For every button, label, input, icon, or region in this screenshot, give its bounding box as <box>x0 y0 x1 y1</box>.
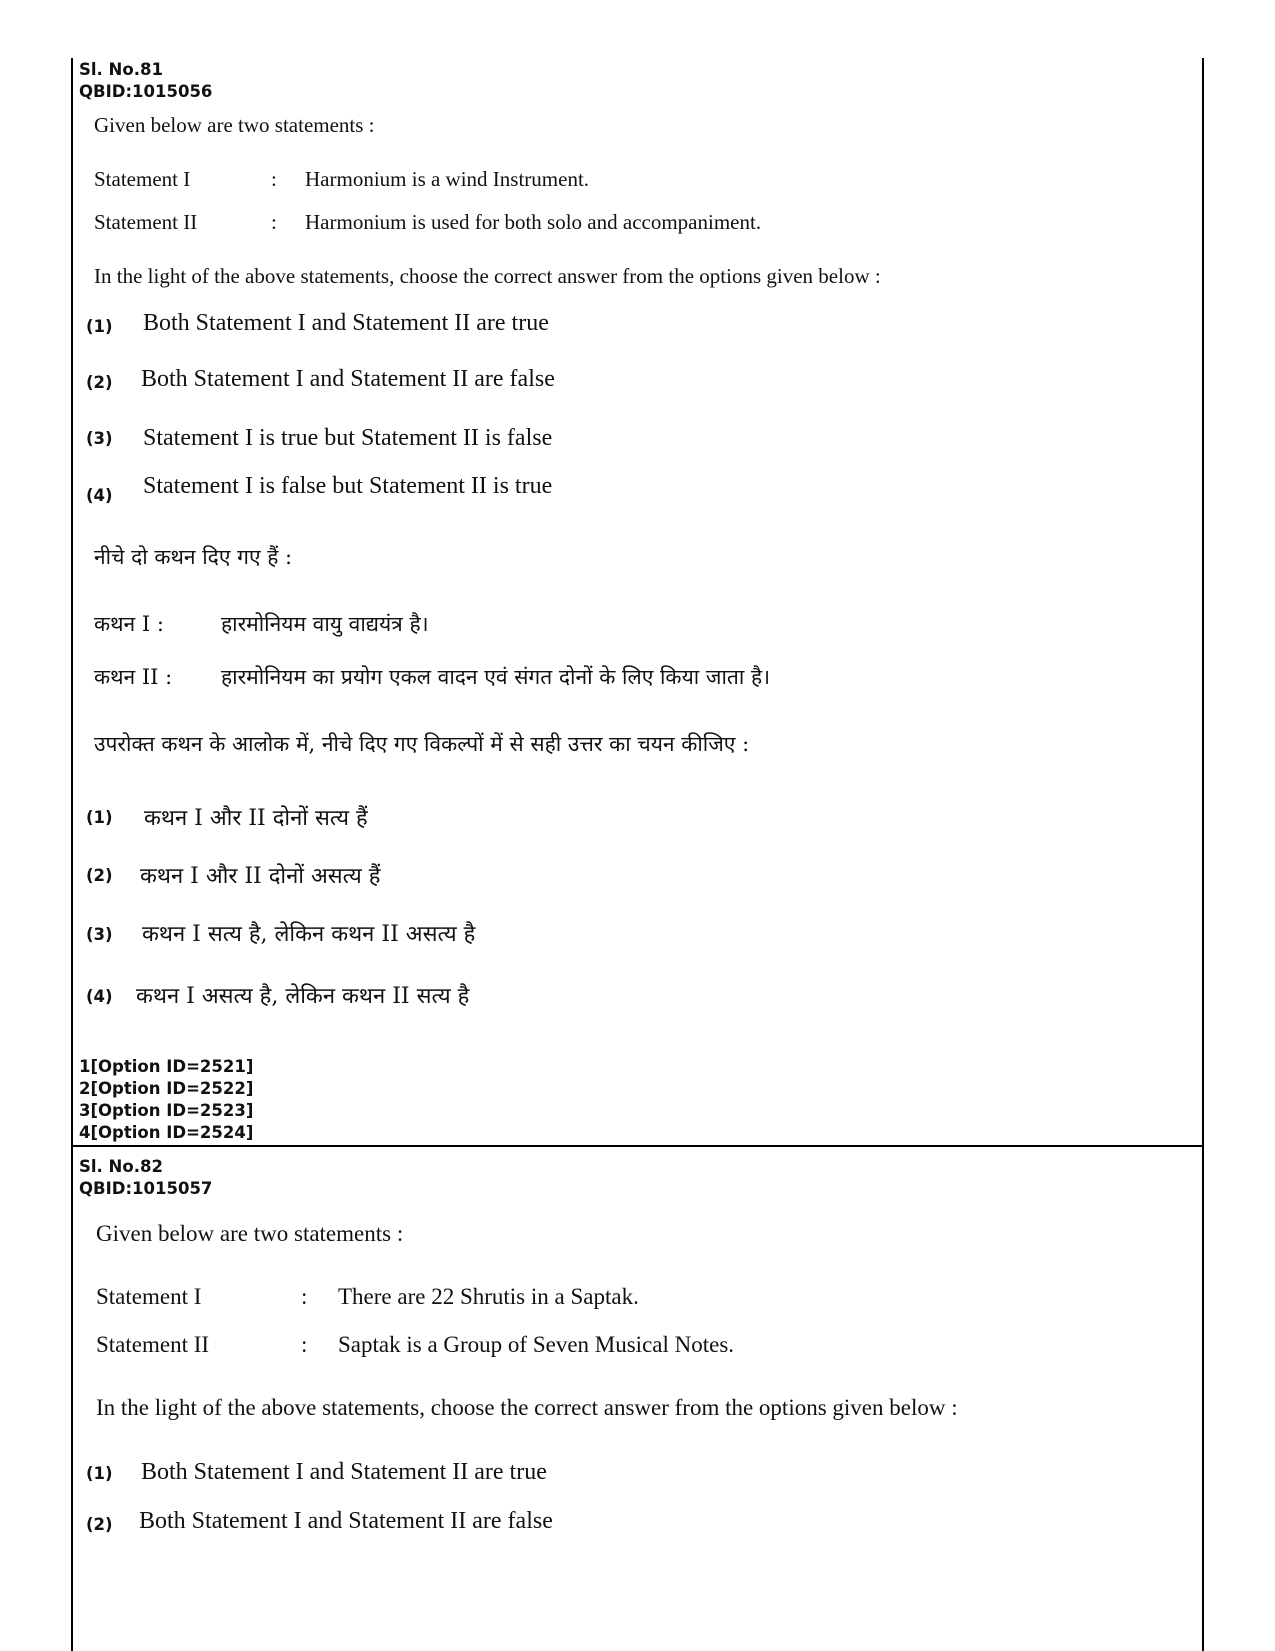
qbid: QBID:1015056 <box>79 82 213 101</box>
option-number: (2) <box>86 1515 113 1534</box>
option-id: 2[Option ID=2522] <box>79 1079 254 1098</box>
statement-separator: : <box>301 1332 308 1357</box>
statement-label: Statement II <box>94 210 198 234</box>
option-number: (2) <box>86 373 113 392</box>
option-number: (1) <box>86 317 113 336</box>
statement-text: Saptak is a Group of Seven Musical Notes. <box>338 1332 735 1357</box>
intro-hi: नीचे दो कथन दिए गए हैं : <box>94 545 293 569</box>
question-hi: उपरोक्त कथन के आलोक में, नीचे दिए गए विकल्पों में से सही उत्तर का चयन कीजिए : <box>94 732 750 756</box>
option-text: Both Statement I and Statement II are false <box>139 1508 553 1534</box>
intro-en: Given below are two statements : <box>96 1221 404 1246</box>
statement-label-hi: कथन II : <box>94 665 173 689</box>
left-border <box>71 58 73 1651</box>
option-text: Both Statement I and Statement II are true <box>143 310 549 336</box>
question-divider <box>71 1145 1203 1147</box>
option-text-hi: कथन I सत्य है, लेकिन कथन II असत्य है <box>142 922 476 947</box>
option-text: Statement I is true but Statement II is false <box>143 425 553 451</box>
serial-number: Sl. No.81 <box>79 60 163 79</box>
statement-separator: : <box>271 167 277 191</box>
statement-text: There are 22 Shrutis in a Saptak. <box>338 1284 639 1309</box>
option-id: 1[Option ID=2521] <box>79 1057 254 1076</box>
statement-label: Statement I <box>94 167 191 191</box>
statement-separator: : <box>301 1284 308 1309</box>
statement-label: Statement I <box>96 1284 202 1309</box>
qbid: QBID:1015057 <box>79 1179 213 1198</box>
option-number: (3) <box>86 925 113 944</box>
option-text-hi: कथन I और II दोनों असत्य हैं <box>140 864 381 889</box>
question-en: In the light of the above statements, choose the correct answer from the options given below : <box>94 264 881 288</box>
option-number: (4) <box>86 486 113 505</box>
statement-separator: : <box>271 210 277 234</box>
statement-text-hi: हारमोनियम वायु वाद्ययंत्र है। <box>221 612 429 636</box>
option-number: (2) <box>86 866 113 885</box>
statement-text-hi: हारमोनियम का प्रयोग एकल वादन एवं संगत दोनों के लिए किया जाता है। <box>221 665 771 689</box>
intro-en: Given below are two statements : <box>94 113 375 137</box>
statement-label: Statement II <box>96 1332 210 1357</box>
option-number: (1) <box>86 1464 113 1483</box>
option-text-hi: कथन I और II दोनों सत्य हैं <box>144 806 368 831</box>
option-text: Statement I is false but Statement II is true <box>143 473 553 499</box>
option-text: Both Statement I and Statement II are true <box>141 1459 547 1485</box>
option-id: 4[Option ID=2524] <box>79 1123 254 1142</box>
option-number: (4) <box>86 987 113 1006</box>
option-number: (1) <box>86 808 113 827</box>
statement-label-hi: कथन I : <box>94 612 164 636</box>
option-number: (3) <box>86 429 113 448</box>
statement-text: Harmonium is a wind Instrument. <box>305 167 590 191</box>
option-text: Both Statement I and Statement II are false <box>141 366 555 392</box>
right-border <box>1202 58 1204 1651</box>
question-en: In the light of the above statements, choose the correct answer from the options given below : <box>96 1395 958 1420</box>
statement-text: Harmonium is used for both solo and accompaniment. <box>305 210 762 234</box>
serial-number: Sl. No.82 <box>79 1157 163 1176</box>
option-text-hi: कथन I असत्य है, लेकिन कथन II सत्य है <box>136 984 470 1009</box>
option-id: 3[Option ID=2523] <box>79 1101 254 1120</box>
